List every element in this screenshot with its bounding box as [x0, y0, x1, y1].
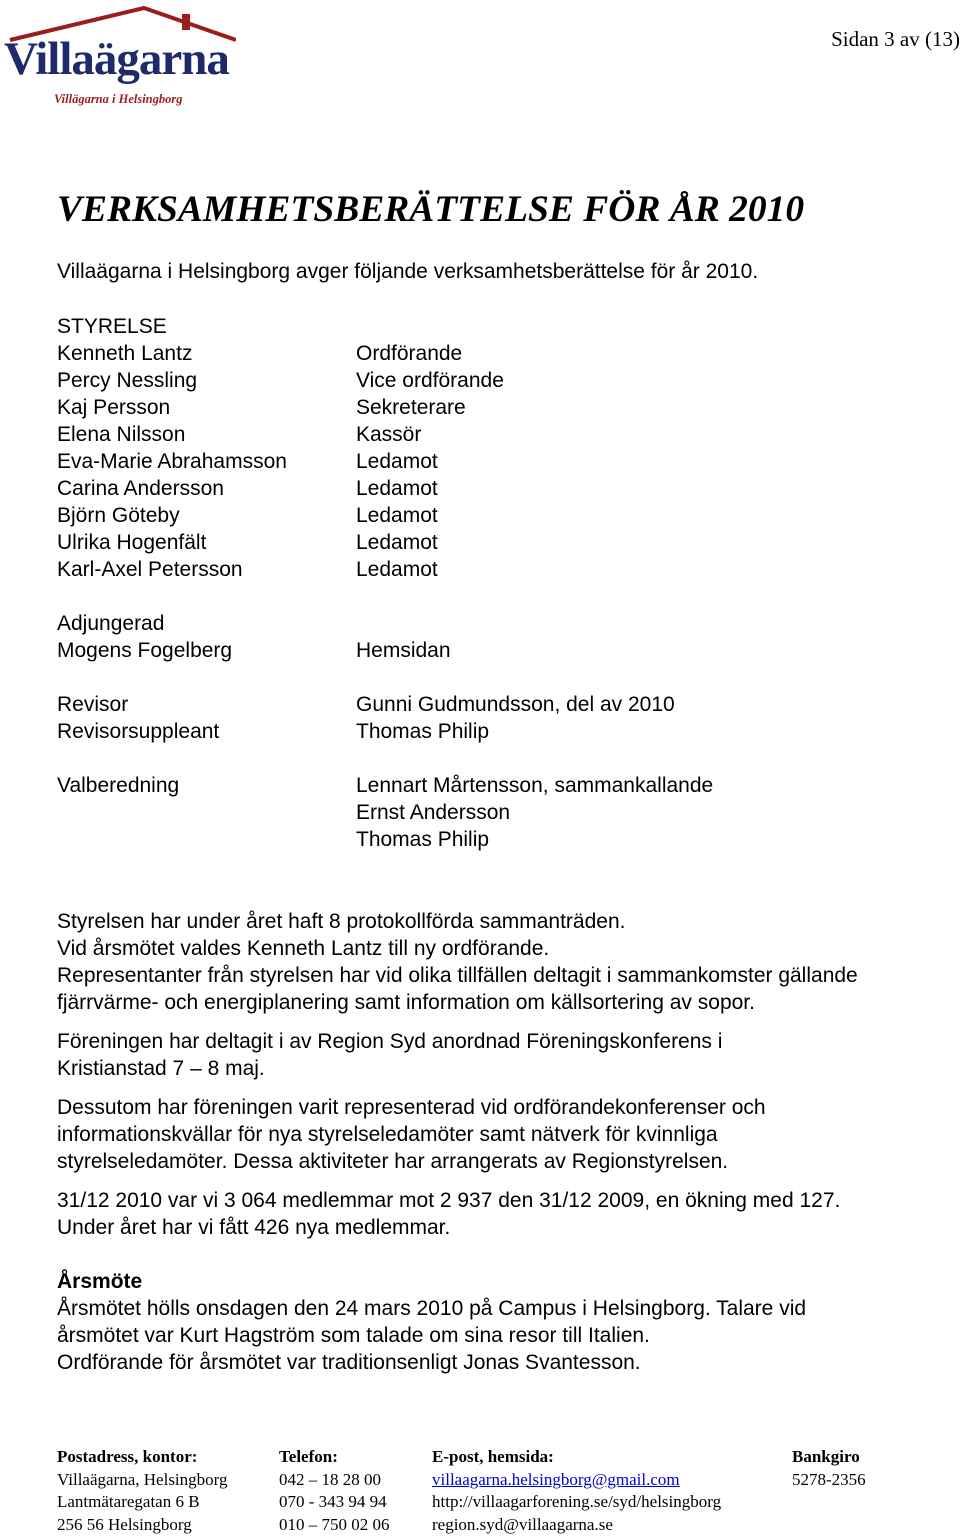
board-member-name: Kaj Persson	[57, 396, 171, 419]
board-member-name: Ulrika Hogenfält	[57, 531, 207, 554]
board-member-name: Elena Nilsson	[57, 423, 186, 446]
board-member-name: Percy Nessling	[57, 369, 198, 392]
footer-heading: Telefon:	[279, 1447, 338, 1466]
auditor-value: Gunni Gudmundsson, del av 2010	[356, 693, 675, 716]
body-line: Dessutom har föreningen varit representerad vid ordförandekonferenser och	[57, 1096, 766, 1119]
intro-text: Villaägarna i Helsingborg avger följande verksamhetsberättelse för år 2010.	[57, 260, 759, 283]
footer-line: 010 – 750 02 06	[279, 1514, 390, 1534]
annual-meeting-heading: Årsmöte	[57, 1270, 143, 1293]
nomination-member: Thomas Philip	[356, 828, 490, 851]
footer-bankgiro	[792, 1446, 866, 1491]
footer-line: 042 – 18 28 00	[279, 1469, 381, 1489]
adjunct-role: Hemsidan	[356, 639, 451, 662]
page-title: VERKSAMHETSBERÄTTELSE FÖR ÅR 2010	[57, 189, 805, 230]
body-line: Representanter från styrelsen har vid olika tillfällen deltagit i sammankomster gällande	[57, 964, 858, 987]
body-line: Styrelsen har under året haft 8 protokollförda sammanträden.	[57, 910, 626, 933]
board-member-role: Ordförande	[356, 342, 463, 365]
auditor-label: Revisorsuppleant	[57, 720, 220, 743]
footer-phone	[279, 1446, 390, 1536]
footer-line: Villaägarna, Helsingborg	[57, 1469, 228, 1489]
board-member-name: Björn Göteby	[57, 504, 180, 527]
page-number: Sidan 3 av (13)	[831, 27, 960, 51]
board-heading: STYRELSE	[57, 315, 167, 338]
body-line: fjärrvärme- och energiplanering samt information om källsortering av sopor.	[57, 991, 755, 1014]
website-link[interactable]: http://villaagarforening.se/syd/helsingborg	[432, 1492, 722, 1511]
board-member-role: Sekreterare	[356, 396, 466, 419]
villaagarna-logo	[4, 4, 236, 108]
logo-subtitle: Villägarna i Helsingborg	[54, 92, 183, 106]
footer-heading: Bankgiro	[792, 1447, 860, 1466]
body-line: Föreningen har deltagit i av Region Syd anordnad Föreningskonferens i	[57, 1030, 723, 1053]
board-member-name: Eva-Marie Abrahamsson	[57, 450, 287, 473]
nomination-member: Lennart Mårtensson, sammankallande	[356, 774, 714, 797]
body-line: Ordförande för årsmötet var traditionsenligt Jonas Svantesson.	[57, 1351, 641, 1374]
board-member-role: Ledamot	[356, 477, 438, 500]
footer-line: 5278-2356	[792, 1469, 866, 1489]
nomination-member: Ernst Andersson	[356, 801, 511, 824]
footer-address	[57, 1446, 228, 1536]
board-member-role: Kassör	[356, 423, 422, 446]
body-line: Under året har vi fått 426 nya medlemmar.	[57, 1216, 451, 1239]
footer-line: 256 56 Helsingborg	[57, 1514, 192, 1534]
board-member-role: Ledamot	[356, 558, 438, 581]
footer-line: 070 - 343 94 94	[279, 1492, 387, 1511]
footer-line: Lantmätaregatan 6 B	[57, 1492, 200, 1511]
board-member-name: Carina Andersson	[57, 477, 224, 500]
nomination-label: Valberedning	[57, 774, 180, 797]
board-member-role: Ledamot	[356, 531, 438, 554]
board-member-role: Ledamot	[356, 450, 438, 473]
body-line: Årsmötet hölls onsdagen den 24 mars 2010 på Campus i Helsingborg. Talare vid	[57, 1297, 807, 1320]
body-line: Kristianstad 7 – 8 maj.	[57, 1057, 265, 1080]
board-member-role: Vice ordförande	[356, 369, 504, 392]
board-member-role: Ledamot	[356, 504, 438, 527]
logo-wordmark: Villaägarna	[4, 33, 229, 85]
body-line: Vid årsmötet valdes Kenneth Lantz till ny ordförande.	[57, 937, 550, 960]
auditor-value: Thomas Philip	[356, 720, 490, 743]
board-member-name: Karl-Axel Petersson	[57, 558, 243, 581]
adjunct-heading: Adjungerad	[57, 612, 165, 635]
footer-email	[432, 1446, 721, 1536]
board-member-name: Kenneth Lantz	[57, 342, 193, 365]
footer-heading: Postadress, kontor:	[57, 1447, 198, 1466]
body-line: 31/12 2010 var vi 3 064 medlemmar mot 2 937 den 31/12 2009, en ökning med 127.	[57, 1189, 841, 1212]
email-link[interactable]: villaagarna.helsingborg@gmail.com	[432, 1469, 680, 1489]
footer-heading: E-post, hemsida:	[432, 1447, 554, 1466]
body-line: informationskvällar för nya styrelseledamöter samt nätverk för kvinnliga	[57, 1123, 718, 1146]
auditor-label: Revisor	[57, 693, 129, 716]
body-line: årsmötet var Kurt Hagström som talade om sina resor till Italien.	[57, 1324, 650, 1347]
region-email: region.syd@villaagarna.se	[432, 1514, 613, 1534]
adjunct-name: Mogens Fogelberg	[57, 639, 233, 662]
body-line: styrelseledamöter. Dessa aktiviteter har arrangerats av Regionstyrelsen.	[57, 1150, 729, 1173]
